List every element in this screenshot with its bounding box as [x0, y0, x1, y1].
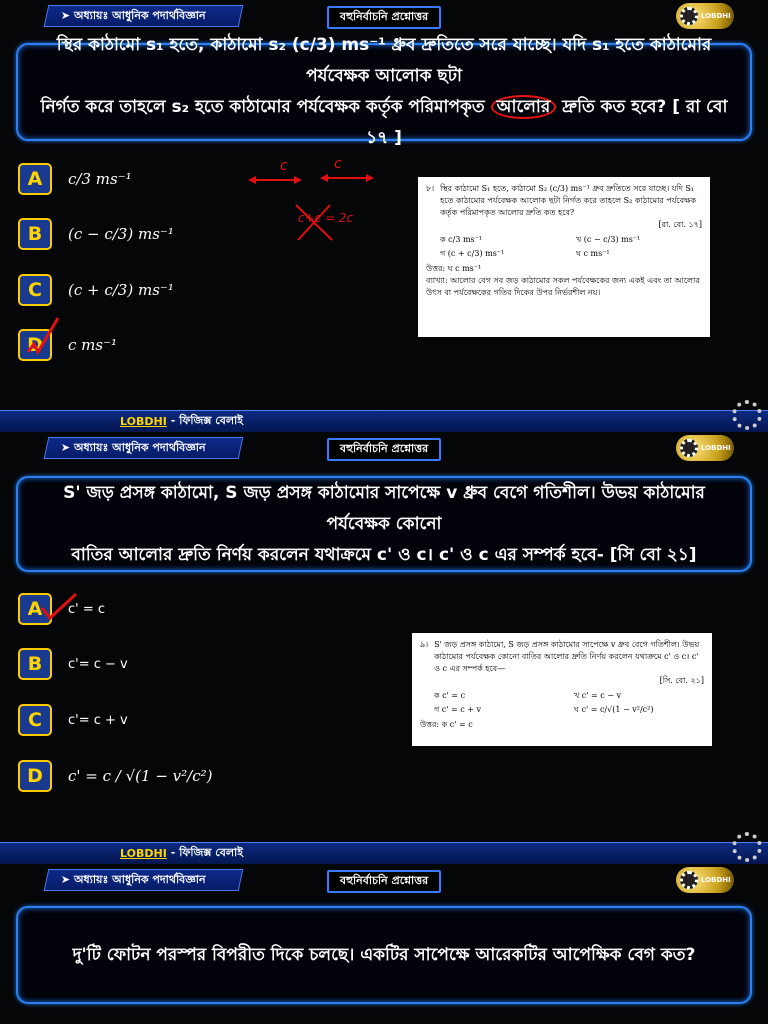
option-d[interactable]: D c ms⁻¹ — [18, 329, 117, 361]
lobdhi-logo: LOBDHI — [676, 3, 734, 29]
question-box — [16, 906, 752, 1004]
question-line-1: S' জড় প্রসঙ্গ কাঠামো, S জড় প্রসঙ্গ কাঠামোর সাপেক্ষে v ধ্রুব বেগে গতিশীল। উভয় কাঠামোর পর্যবেক্ষক কোনো — [63, 482, 705, 534]
question-highlight: আলোর — [491, 95, 557, 119]
option-c[interactable]: C c'= c + v — [18, 704, 128, 736]
slide-3 — [0, 864, 768, 1024]
gear-icon — [680, 871, 698, 889]
lobdhi-logo: LOBDHI — [676, 435, 734, 461]
footer-brand[interactable]: LOBDHI — [120, 847, 167, 860]
chapter-tag: ➤ অধ্যায়ঃ আধুনিক পদার্থবিজ্ঞান — [44, 437, 244, 459]
mcq-tag: বহুনির্বাচনি প্রশ্নোত্তর — [327, 438, 441, 461]
option-a[interactable]: A c/3 ms⁻¹ — [18, 163, 132, 195]
check-mark-icon — [0, 432, 200, 632]
question-line-2a: নির্গত করে তাহলে s₂ হতে কাঠামোর পর্যবেক্ষক কর্তৃক পরিমাপকৃত — [40, 97, 485, 117]
ink-c-right: c — [334, 156, 342, 172]
footer-bar: LOBDHI - ফিজিক্স বেলাই — [0, 410, 768, 432]
footer-bar: LOBDHI - ফিজিক্স বেলাই — [0, 842, 768, 864]
slide-1 — [0, 0, 768, 432]
chapter-tag: ➤ অধ্যায়ঃ আধুনিক পদার্থবিজ্ঞান — [44, 5, 244, 27]
slide-2 — [0, 432, 768, 864]
option-a[interactable]: A c' = c — [18, 593, 105, 625]
ink-c-left: c — [280, 158, 288, 174]
footer-brand[interactable]: LOBDHI — [120, 415, 167, 428]
gear-icon — [732, 400, 762, 430]
mcq-tag: বহুনির্বাচনি প্রশ্নোত্তর — [327, 6, 441, 29]
lobdhi-logo: LOBDHI — [676, 867, 734, 893]
option-b[interactable]: B c'= c − v — [18, 648, 128, 680]
answer-card-2: ৯। S' জড় প্রসঙ্গ কাঠামো, S জড় প্রসঙ্গ কাঠামোর সাপেক্ষে v ধ্রুব বেগে গতিশীল। উভয় কাঠামোর পর্যবেক্ষক কোনো বাতির আলোর দ্রুতি নির্ণয় করলেন যথাক্রমে c' ও c। c' ও c এর সম্পর্ক হবে— [সি. বো. ২১] ক c' = c খ c' = c − v গ c' = c + v ঘ c' = c/√(1 − v²/c²) উত্তর: ক c' = c — [412, 633, 712, 746]
question-line-1: স্থির কাঠামো s₁ হতে, কাঠামো s₂ (c/3) ms⁻¹ ধ্রুব দ্রুতিতে সরে যাচ্ছে। যদি s₁ হতে কাঠামোর পর্যবেক্ষক আলোক ছটা — [56, 35, 712, 86]
option-b[interactable]: B (c − c/3) ms⁻¹ — [18, 218, 174, 250]
option-c[interactable]: C (c + c/3) ms⁻¹ — [18, 274, 174, 306]
question-text: দু'টি ফোটন পরস্পর বিপরীত দিকে চলছে। একটির সাপেক্ষে আরেকটির আপেক্ষিক বেগ কত? — [72, 944, 696, 965]
gear-icon — [680, 439, 698, 457]
answer-card-1: ৮। স্থির কাঠামো S₁ হতে, কাঠামো S₂ (c/3) ms⁻¹ ধ্রুব দ্রুতিতে সরে যাচ্ছে। যদি S₁ হতে কাঠামোর পর্যবেক্ষক আলোক ছটা নির্গত করে তাহলে S₂ কাঠামোর পর্যবেক্ষক কর্তৃক পরিমাপকৃত আলোর দ্রুতি কত হবে? [রা. বো. ১৭] ক c/3 ms⁻¹ খ (c − c/3) ms⁻¹ গ (c + c/3) ms⁻¹ ঘ c ms⁻¹ উত্তর: ঘ c ms⁻¹ ব্যাখ্যা: আলোর বেগ সব জড় কাঠামোর সকল পর্যবেক্ষকের জন্য একই এবং তা আলোর উৎস বা পর্যবেক্ষকের গতির দিকের উপর নির্ভরশীল নয়। — [418, 177, 710, 337]
ink-scribble: c+c = 2c — [298, 211, 354, 225]
question-line-2b: দ্রুতি কত হবে? [ রা বো ১৭ ] — [366, 97, 728, 148]
option-d[interactable]: D c' = c / √(1 − v²/c²) — [18, 760, 213, 792]
gear-icon — [732, 832, 762, 862]
mcq-tag: বহুনির্বাচনি প্রশ্নোত্তর — [327, 870, 441, 893]
chapter-tag: ➤ অধ্যায়ঃ আধুনিক পদার্থবিজ্ঞান — [44, 869, 244, 891]
question-line-2: বাতির আলোর দ্রুতি নির্ণয় করলেন যথাক্রমে c' ও c। c' ও c এর সম্পর্ক হবে- [সি বো ২১] — [71, 544, 697, 565]
